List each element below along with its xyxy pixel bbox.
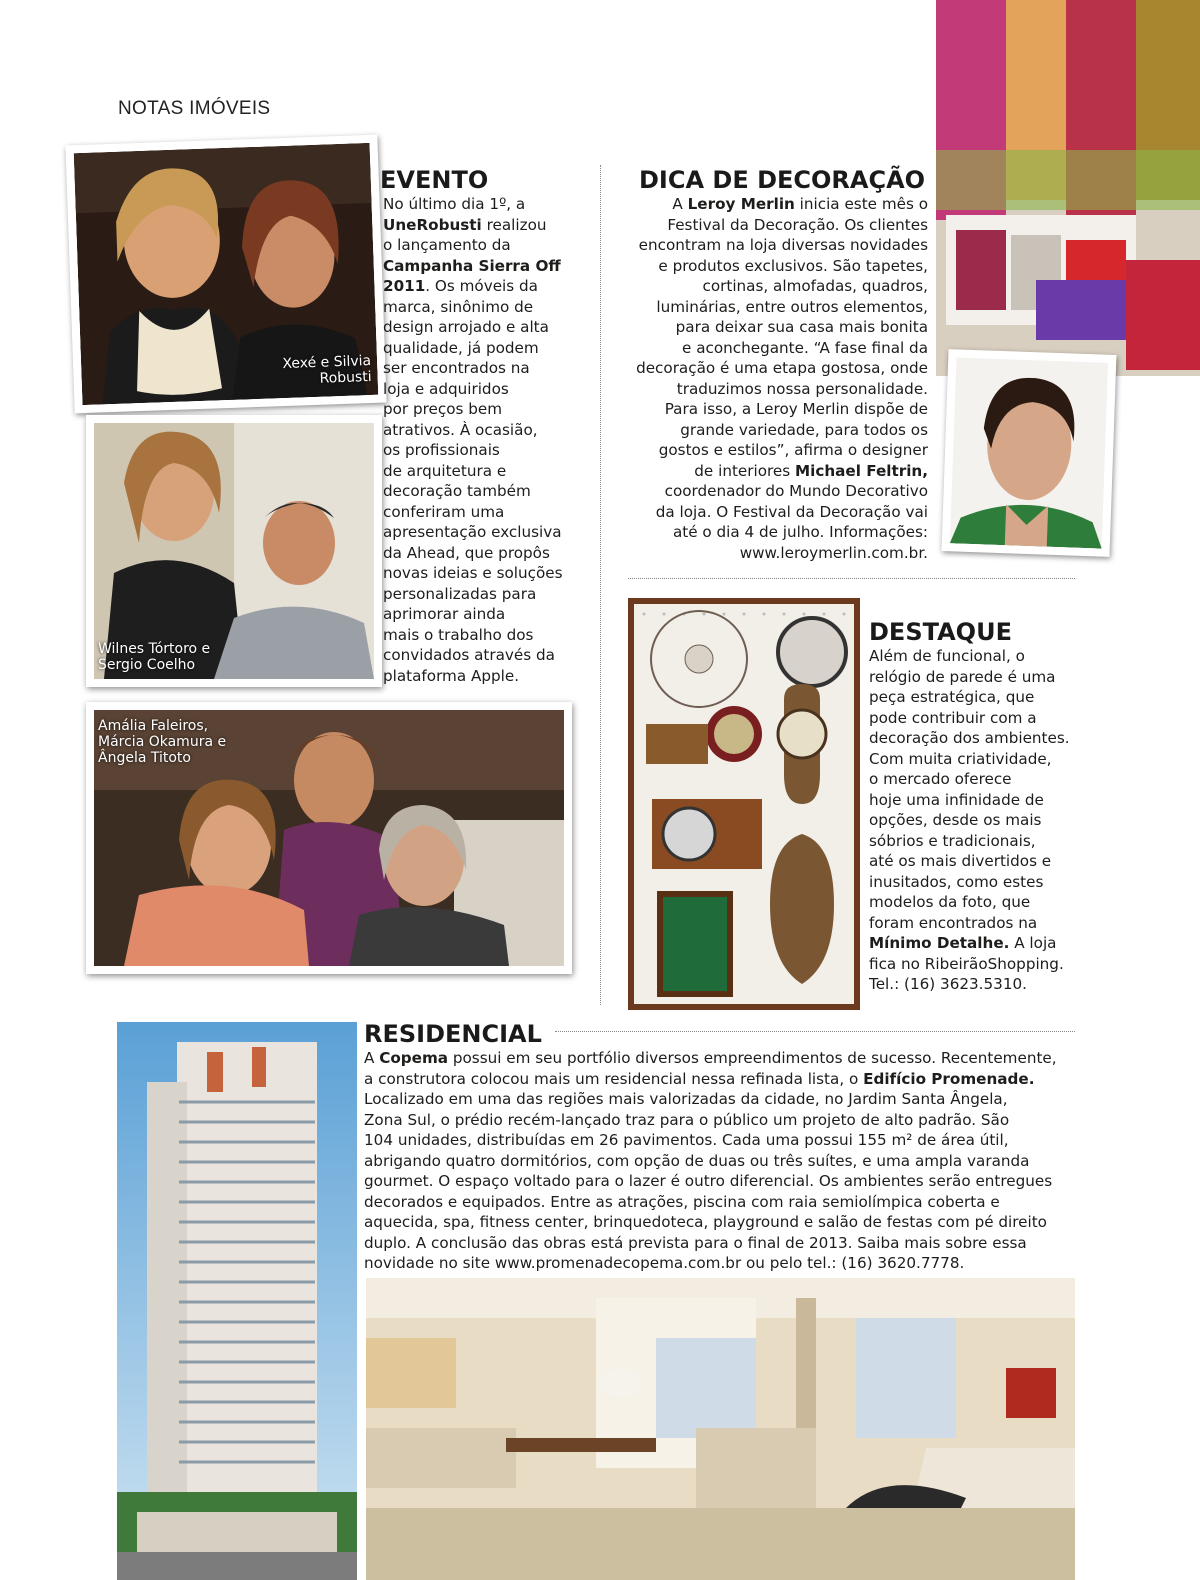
dica-text-run: www.leroymerlin.com.br. <box>739 543 928 562</box>
evento-line <box>383 461 598 482</box>
photo-xexe-silvia-caption: Xexé e Silvia Robusti <box>282 352 372 387</box>
evento-text-run: Campanha Sierra Off <box>383 256 561 275</box>
dica-text-run: coordenador do Mundo Decorativo <box>664 482 928 500</box>
dica-text-run: inicia este mês o <box>794 195 928 213</box>
residencial-lines <box>364 1048 1079 1274</box>
destaque-line <box>869 831 1089 852</box>
dica-text-run: e produtos exclusivos. São tapetes, <box>658 256 928 275</box>
destaque-line <box>869 728 1089 749</box>
evento-text-run: por preços bem <box>383 400 503 418</box>
evento-line <box>383 399 598 420</box>
destaque-line <box>869 892 1089 913</box>
residencial-text-run: novidade no site www.promenadecopema.com.br ou pelo tel.: (16) 3620.7778. <box>364 1254 965 1272</box>
evento-text-run: convidados através da <box>383 646 555 664</box>
evento-line <box>383 645 598 666</box>
dica-line <box>618 502 928 523</box>
evento-line <box>383 256 598 277</box>
dica-text-run: Michael Feltrin, <box>795 461 928 480</box>
destaque-text-run: opções, desde os mais <box>869 811 1042 829</box>
destaque-text-run: Com muita criatividade, <box>869 749 1052 768</box>
photo-interior-image <box>366 1278 1075 1580</box>
dica-divider <box>628 578 1075 579</box>
evento-text-run: plataforma Apple. <box>383 666 520 685</box>
destaque-line <box>869 810 1089 831</box>
photo-wilnes-sergio <box>86 415 382 687</box>
residencial-text-run: Copema <box>379 1049 449 1067</box>
dica-text-run: para deixar sua casa mais bonita <box>675 318 928 336</box>
photo-building-image <box>117 1022 357 1580</box>
evento-line <box>383 625 598 646</box>
destaque-line <box>869 687 1089 708</box>
evento-text-run: apresentação exclusiva <box>383 523 562 541</box>
evento-line <box>383 440 598 461</box>
residencial-line <box>364 1171 1079 1192</box>
residencial-text-run: Zona Sul, o prédio recém-lançado traz para o público um projeto de alto padrão. São <box>364 1110 1010 1129</box>
evento-text-run: os profissionais <box>383 441 500 459</box>
evento-line <box>383 215 598 236</box>
dica-line <box>618 338 928 359</box>
dica-line <box>618 358 928 379</box>
photo-clocks-image <box>634 604 854 1004</box>
residencial-text-run: decorados e equipados. Entre as atrações, piscina com raia semiolímpica coberta e <box>364 1192 1000 1211</box>
dica-text-run: cortinas, almofadas, quadros, <box>702 277 928 295</box>
dica-text-run: grande variedade, para todos os <box>680 420 928 439</box>
destaque-line <box>869 974 1089 995</box>
dica-line <box>618 276 928 297</box>
section-label: NOTAS IMÓVEIS <box>118 98 271 119</box>
destaque-text-run: o mercado oferece <box>869 770 1012 788</box>
residencial-line <box>364 1151 1079 1172</box>
evento-line <box>383 420 598 441</box>
photo-store <box>936 0 1200 376</box>
evento-text-run: o lançamento da <box>383 236 511 254</box>
dica-line <box>618 399 928 420</box>
dica-text-run: encontram na loja diversas novidades <box>638 236 928 254</box>
dica-text-run: da loja. O Festival da Decoração vai <box>655 502 928 521</box>
evento-line <box>383 604 598 625</box>
destaque-text-run: inusitados, como estes <box>869 872 1044 891</box>
residencial-line <box>364 1253 1079 1274</box>
dica-line <box>618 215 928 236</box>
residencial-text-run: 104 unidades, distribuídas em 26 pavimentos. Cada uma possui 155 m² de área útil, <box>364 1131 1009 1149</box>
dica-text-run: Leroy Merlin <box>687 195 795 213</box>
destaque-body <box>869 646 1089 995</box>
evento-text-run: conferiram uma <box>383 502 505 521</box>
residencial-text-run: A <box>364 1049 380 1067</box>
dica-text-run: Festival da Decoração. Os clientes <box>667 215 928 234</box>
destaque-text-run: peça estratégica, que <box>869 688 1035 706</box>
residencial-heading: RESIDENCIAL <box>364 1020 542 1048</box>
photo-michael-feltrin <box>942 349 1117 557</box>
destaque-line <box>869 872 1089 893</box>
residencial-text-run: Localizado em uma das regiões mais valorizadas da cidade, no Jardim Santa Ângela, <box>364 1090 1008 1108</box>
dica-line <box>618 522 928 543</box>
dica-line <box>618 440 928 461</box>
photo-xexe-silvia <box>65 135 386 414</box>
evento-text-run: No último dia 1º, a <box>383 195 526 213</box>
destaque-lines <box>869 646 1089 995</box>
residencial-text-run: duplo. A conclusão das obras está prevista para o final de 2013. Saiba mais sobre essa <box>364 1233 1027 1252</box>
destaque-line <box>869 933 1089 954</box>
destaque-text-run: Além de funcional, o <box>869 647 1025 665</box>
evento-text-run: decoração também <box>383 482 531 500</box>
destaque-heading: DESTAQUE <box>869 618 1012 646</box>
photo-building <box>117 1022 357 1580</box>
residencial-text-run: aquecida, spa, fitness center, brinquedoteca, playground e salão de festas com pé direito <box>364 1213 1047 1231</box>
destaque-line <box>869 851 1089 872</box>
destaque-line <box>869 769 1089 790</box>
destaque-text-run: relógio de parede é uma <box>869 667 1056 686</box>
dica-text-run: luminárias, entre outros elementos, <box>656 297 928 316</box>
dica-line <box>618 194 928 215</box>
photo-interior <box>366 1278 1075 1580</box>
destaque-text-run: Mínimo Detalhe. <box>869 934 1010 952</box>
dica-line <box>618 256 928 277</box>
evento-line <box>383 338 598 359</box>
destaque-line <box>869 708 1089 729</box>
evento-line <box>383 358 598 379</box>
dica-line <box>618 297 928 318</box>
evento-line <box>383 317 598 338</box>
dica-line <box>618 317 928 338</box>
dica-heading: DICA DE DECORAÇÃO <box>639 166 926 194</box>
residencial-divider <box>555 1031 1075 1032</box>
residencial-line <box>364 1069 1079 1090</box>
dica-text-run: decoração é uma etapa gostosa, onde <box>636 359 928 377</box>
evento-text-run: design arrojado e alta <box>383 318 549 336</box>
dica-line <box>618 481 928 502</box>
evento-text-run: atrativos. À ocasião, <box>383 420 538 439</box>
dica-line <box>618 420 928 441</box>
evento-text-run: marca, sinônimo de <box>383 297 534 316</box>
evento-text-run: 2011 <box>383 277 426 295</box>
evento-text-run: de arquitetura e <box>383 461 507 480</box>
dica-text-run: Para isso, a Leroy Merlin dispõe de <box>664 400 928 418</box>
residencial-text-run: a construtora colocou mais um residencial nessa refinada lista, o <box>364 1069 864 1088</box>
residencial-line <box>364 1110 1079 1131</box>
destaque-text-run: fica no RibeirãoShopping. <box>869 954 1064 973</box>
evento-text-run: qualidade, já podem <box>383 338 539 357</box>
residencial-text-run: gourmet. O espaço voltado para o lazer é outro diferencial. Os ambientes serão entregues <box>364 1172 1053 1190</box>
residencial-line <box>364 1192 1079 1213</box>
destaque-text-run: A loja <box>1009 934 1057 952</box>
dica-line <box>618 543 928 564</box>
evento-line <box>383 666 598 687</box>
residencial-text-run: possui em seu portfólio diversos empreendimentos de sucesso. Recentemente, <box>448 1049 1057 1067</box>
dica-line <box>618 379 928 400</box>
destaque-line <box>869 954 1089 975</box>
evento-text-run: novas ideias e soluções <box>383 564 563 582</box>
evento-heading: EVENTO <box>380 166 489 194</box>
evento-line <box>383 276 598 297</box>
evento-line <box>383 522 598 543</box>
residencial-line <box>364 1089 1079 1110</box>
destaque-line <box>869 749 1089 770</box>
residencial-line <box>364 1130 1079 1151</box>
evento-line <box>383 481 598 502</box>
evento-line <box>383 502 598 523</box>
evento-line <box>383 194 598 215</box>
dica-text-run: e aconchegante. “A fase final da <box>682 338 928 357</box>
destaque-line <box>869 790 1089 811</box>
destaque-line <box>869 646 1089 667</box>
dica-text-run: gostos e estilos”, afirma o designer <box>658 441 928 459</box>
destaque-text-run: decoração dos ambientes. <box>869 729 1070 747</box>
evento-text-run: UneRobusti <box>383 215 482 234</box>
evento-lines <box>383 194 598 686</box>
dica-text-run: A <box>672 195 688 213</box>
evento-text-run: realizou <box>481 215 547 234</box>
dica-line <box>618 461 928 482</box>
dica-body <box>618 194 928 563</box>
dica-lines <box>618 194 928 563</box>
dica-text-run: de interiores <box>694 461 796 480</box>
evento-body <box>383 194 598 686</box>
evento-line <box>383 235 598 256</box>
column-divider <box>600 165 601 1005</box>
residencial-line <box>364 1048 1079 1069</box>
destaque-text-run: hoje uma infinidade de <box>869 790 1044 809</box>
photo-amalia-marcia-angela <box>86 702 572 974</box>
destaque-text-run: Tel.: (16) 3623.5310. <box>869 975 1027 993</box>
photo-michael-feltrin-image <box>950 357 1108 548</box>
destaque-text-run: foram encontrados na <box>869 913 1038 932</box>
destaque-line <box>869 667 1089 688</box>
evento-text-run: ser encontrados na <box>383 359 530 377</box>
evento-text-run: mais o trabalho dos <box>383 625 534 644</box>
photo-clocks <box>628 598 860 1010</box>
evento-text-run: aprimorar ainda <box>383 605 506 623</box>
dica-text-run: traduzimos nossa personalidade. <box>676 379 928 398</box>
evento-line <box>383 379 598 400</box>
evento-line <box>383 297 598 318</box>
photo-wilnes-sergio-caption: Wilnes Tórtoro e Sergio Coelho <box>98 641 211 673</box>
evento-line <box>383 543 598 564</box>
evento-text-run: . Os móveis da <box>425 277 538 295</box>
destaque-text-run: até os mais divertidos e <box>869 852 1052 870</box>
residencial-text-run: abrigando quatro dormitórios, com opção de duas ou três suítes, e uma ampla varanda <box>364 1151 1030 1170</box>
photo-amalia-marcia-angela-caption: Amália Faleiros, Márcia Okamura e Ângela Titoto <box>98 718 227 766</box>
destaque-line <box>869 913 1089 934</box>
evento-text-run: loja e adquiridos <box>383 379 509 398</box>
photo-store-image <box>936 0 1200 376</box>
evento-text-run: personalizadas para <box>383 584 537 603</box>
evento-text-run: da Ahead, que propôs <box>383 543 550 562</box>
residencial-body <box>364 1048 1079 1274</box>
destaque-text-run: pode contribuir com a <box>869 708 1037 727</box>
evento-line <box>383 584 598 605</box>
residencial-text-run: Edifício Promenade. <box>863 1069 1035 1088</box>
dica-line <box>618 235 928 256</box>
evento-line <box>383 563 598 584</box>
dica-text-run: até o dia 4 de julho. Informações: <box>672 523 928 541</box>
destaque-text-run: modelos da foto, que <box>869 893 1031 911</box>
residencial-line <box>364 1212 1079 1233</box>
destaque-text-run: sóbrios e tradicionais, <box>869 831 1036 850</box>
residencial-line <box>364 1233 1079 1254</box>
